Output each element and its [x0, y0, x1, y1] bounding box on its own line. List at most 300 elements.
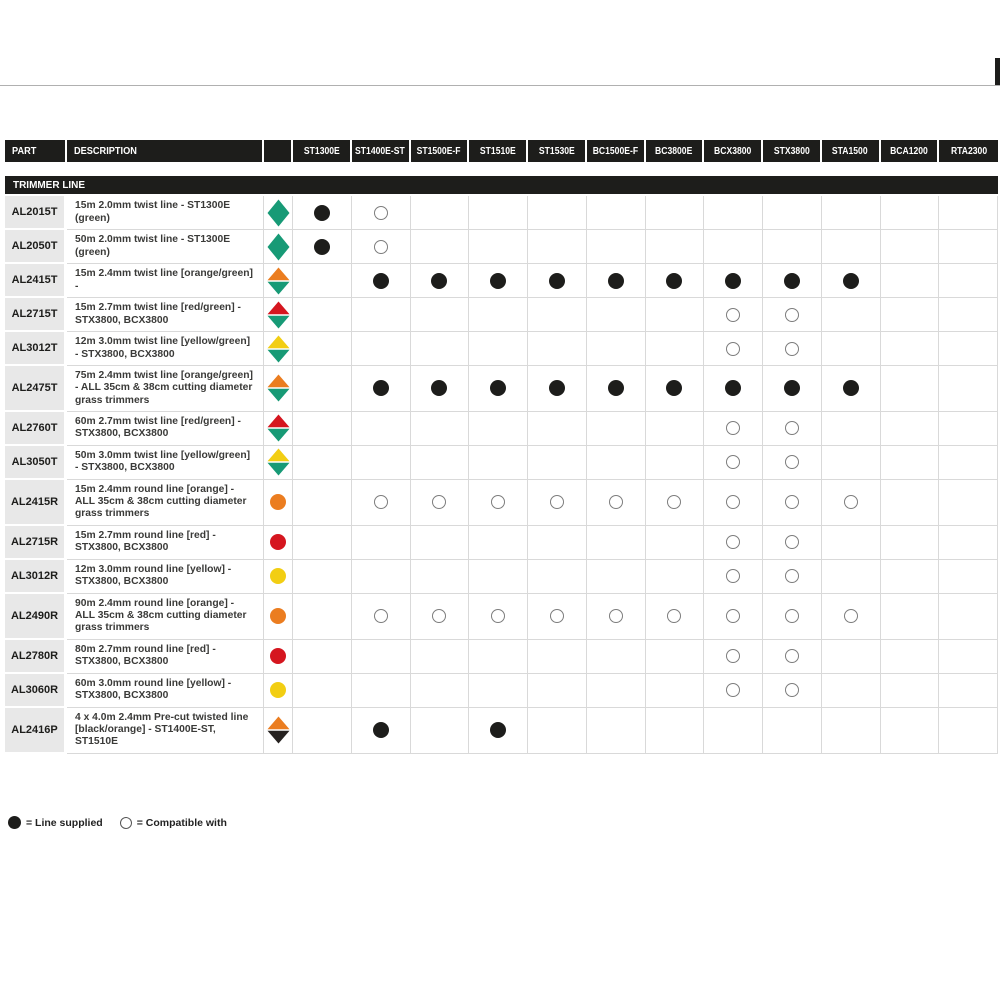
product-column-label: ST1530E [538, 145, 575, 157]
mark-cell [469, 674, 528, 708]
part-cell [5, 526, 64, 558]
compatible-dot-icon [609, 495, 623, 509]
mark-cell [352, 230, 411, 264]
mark-cell [881, 196, 940, 230]
mark-cell [293, 298, 352, 332]
mark-cell [528, 412, 587, 446]
part-cell [5, 264, 64, 296]
compatible-dot-icon [844, 495, 858, 509]
mark-cell [763, 480, 822, 526]
compatible-dot-icon [726, 421, 740, 435]
compatible-dot-icon [374, 240, 388, 254]
mark-cell [881, 526, 940, 560]
mark-cell [411, 196, 470, 230]
mark-cell [822, 446, 881, 480]
table-row [5, 480, 998, 526]
mark-cell [469, 196, 528, 230]
mark-cell [528, 366, 587, 412]
mark-cell [469, 560, 528, 594]
product-column-label: ST1400E-ST [355, 145, 405, 157]
mark-cell [528, 332, 587, 366]
mark-cell [411, 674, 470, 708]
part-number: AL3012T [11, 342, 58, 354]
mark-cell [528, 480, 587, 526]
product-column-label: STX3800 [773, 145, 810, 157]
mark-cell [822, 196, 881, 230]
compatible-dot-icon [785, 421, 799, 435]
mark-cell [822, 594, 881, 640]
mark-cell [587, 332, 646, 366]
mark-cell [704, 298, 763, 332]
table-row [5, 412, 998, 446]
table-row [5, 298, 998, 332]
mark-cell [646, 366, 705, 412]
mark-cell [704, 366, 763, 412]
mark-cell [763, 526, 822, 560]
description-text: 60m 3.0mm round line [yellow] - STX3800, BCX3800 [75, 677, 232, 702]
compatible-dot-icon [785, 308, 799, 322]
mark-cell [293, 594, 352, 640]
mark-cell [881, 594, 940, 640]
part-number: AL2780R [10, 649, 59, 662]
green-diamond-icon [267, 233, 290, 261]
description-text: 50m 2.0mm twist line - ST1300E (green) [75, 234, 231, 258]
line-icon-cell [264, 446, 293, 480]
description-cell [67, 332, 264, 366]
top-divider-line [0, 85, 1000, 86]
mark-cell [469, 366, 528, 412]
mark-cell [646, 196, 705, 230]
mark-cell [763, 708, 822, 754]
mark-cell [646, 298, 705, 332]
line-icon-cell [264, 264, 293, 298]
page-edge-mark [995, 58, 1000, 85]
mark-cell [587, 264, 646, 298]
legend [8, 816, 227, 829]
compatible-dot-icon [667, 609, 681, 623]
mark-cell [822, 412, 881, 446]
mark-cell [293, 196, 352, 230]
product-column-label: ST1500E-F [416, 145, 461, 157]
description-cell [67, 674, 264, 708]
mark-cell [528, 230, 587, 264]
mark-cell [293, 446, 352, 480]
mark-cell [881, 446, 940, 480]
mark-cell [822, 298, 881, 332]
description-cell [67, 640, 264, 674]
mark-cell [704, 640, 763, 674]
mark-cell [469, 480, 528, 526]
yellow-green-diamond-icon [267, 335, 290, 363]
product-column-header [646, 140, 703, 162]
red-circle-icon [270, 534, 286, 550]
mark-cell [411, 366, 470, 412]
mark-cell [411, 640, 470, 674]
compatible-dot-icon [726, 609, 740, 623]
line-supplied-dot-icon [373, 722, 389, 738]
mark-cell [939, 674, 998, 708]
part-cell [5, 594, 64, 638]
table-row [5, 526, 998, 560]
part-number: AL2715T [11, 308, 58, 320]
compatible-dot-icon [550, 495, 564, 509]
compatible-dot-icon [785, 455, 799, 469]
part-number: AL2490R [10, 609, 59, 622]
line-supplied-dot-icon [784, 273, 800, 289]
mark-cell [939, 560, 998, 594]
table-row [5, 264, 998, 298]
line-supplied-dot-icon [431, 273, 447, 289]
line-supplied-dot-icon [373, 273, 389, 289]
product-column-header [587, 140, 644, 162]
line-supplied-dot-icon [725, 273, 741, 289]
legend-compatible-label: = Compatible with [136, 816, 227, 829]
mark-cell [822, 230, 881, 264]
line-icon-cell [264, 366, 293, 412]
description-cell [67, 480, 264, 526]
mark-cell [939, 446, 998, 480]
line-supplied-dot-icon [666, 273, 682, 289]
line-supplied-dot-icon [8, 816, 21, 829]
compatible-dot-icon [726, 495, 740, 509]
mark-cell [469, 526, 528, 560]
compatible-dot-icon [726, 569, 740, 583]
compatible-dot-icon [726, 535, 740, 549]
line-supplied-dot-icon [490, 380, 506, 396]
mark-cell [939, 412, 998, 446]
line-icon-cell [264, 640, 293, 674]
product-column-header [822, 140, 879, 162]
mark-cell [939, 366, 998, 412]
part-cell [5, 412, 64, 444]
compatible-dot-icon [785, 649, 799, 663]
part-cell [5, 298, 64, 330]
part-cell [5, 640, 64, 672]
mark-cell [293, 560, 352, 594]
compatible-dot-icon [785, 609, 799, 623]
line-supplied-dot-icon [843, 273, 859, 289]
mark-cell [704, 412, 763, 446]
line-icon-cell [264, 332, 293, 366]
mark-cell [293, 640, 352, 674]
compatible-dot-icon [726, 308, 740, 322]
line-icon-cell [264, 298, 293, 332]
compatible-dot-icon [374, 206, 388, 220]
legend-supplied-label: = Line supplied [26, 816, 103, 829]
mark-cell [587, 196, 646, 230]
description-text: 90m 2.4mm round line [orange] - ALL 35cm & 38cm cutting diameter grass trimmers [75, 597, 247, 634]
orange-green-diamond-icon [267, 374, 290, 402]
mark-cell [411, 560, 470, 594]
description-text: 75m 2.4mm twist line [orange/green] - ALL 35cm & 38cm cutting diameter grass trimmers [75, 370, 253, 406]
line-supplied-dot-icon [784, 380, 800, 396]
mark-cell [763, 298, 822, 332]
product-column-header [528, 140, 585, 162]
mark-cell [822, 332, 881, 366]
mark-cell [822, 560, 881, 594]
compatible-dot-icon [726, 455, 740, 469]
mark-cell [646, 412, 705, 446]
mark-cell [881, 332, 940, 366]
mark-cell [646, 708, 705, 754]
mark-cell [587, 526, 646, 560]
mark-cell [646, 640, 705, 674]
mark-cell [704, 480, 763, 526]
product-column-header [293, 140, 350, 162]
mark-cell [293, 526, 352, 560]
table-body [5, 196, 998, 754]
mark-cell [881, 366, 940, 412]
mark-cell [411, 594, 470, 640]
description-text: 12m 3.0mm twist line [yellow/green] - STX3800, BCX3800 [75, 336, 251, 360]
mark-cell [939, 298, 998, 332]
description-cell [67, 594, 264, 640]
mark-cell [293, 480, 352, 526]
orange-green-diamond-icon [267, 267, 290, 295]
mark-cell [939, 708, 998, 754]
line-supplied-dot-icon [373, 380, 389, 396]
red-green-diamond-icon [267, 301, 290, 329]
mark-cell [411, 298, 470, 332]
mark-cell [411, 230, 470, 264]
part-cell [5, 446, 64, 478]
mark-cell [352, 446, 411, 480]
mark-cell [822, 264, 881, 298]
part-number: AL2415T [11, 274, 58, 286]
compatible-dot-icon [726, 649, 740, 663]
part-column-header: PART [5, 140, 65, 162]
description-text: 15m 2.7mm round line [red] - STX3800, BCX3800 [75, 529, 216, 554]
mark-cell [411, 446, 470, 480]
mark-cell [528, 560, 587, 594]
part-number: AL2050T [11, 240, 58, 252]
mark-cell [352, 560, 411, 594]
mark-cell [646, 594, 705, 640]
mark-cell [293, 412, 352, 446]
product-column-label: BC1500E-F [592, 145, 638, 157]
mark-cell [587, 298, 646, 332]
red-circle-icon [270, 648, 286, 664]
mark-cell [352, 708, 411, 754]
compatible-dot-icon [844, 609, 858, 623]
table-row [5, 560, 998, 594]
description-cell [67, 708, 264, 754]
mark-cell [352, 332, 411, 366]
mark-cell [352, 640, 411, 674]
mark-cell [704, 594, 763, 640]
mark-cell [528, 594, 587, 640]
mark-cell [411, 264, 470, 298]
part-cell [5, 332, 64, 364]
compatible-dot-icon [785, 342, 799, 356]
product-column-header [411, 140, 468, 162]
mark-cell [352, 526, 411, 560]
compatible-dot-icon [491, 609, 505, 623]
compatible-dot-icon [785, 535, 799, 549]
description-cell [67, 264, 264, 298]
line-supplied-dot-icon [549, 273, 565, 289]
description-cell [67, 526, 264, 560]
mark-cell [763, 230, 822, 264]
line-icon-cell [264, 560, 293, 594]
mark-cell [763, 446, 822, 480]
mark-cell [646, 446, 705, 480]
mark-cell [293, 230, 352, 264]
icon-column-header [264, 140, 291, 162]
mark-cell [704, 526, 763, 560]
part-number: AL2415R [10, 495, 59, 508]
mark-cell [352, 674, 411, 708]
mark-cell [646, 230, 705, 264]
product-column-header [352, 140, 409, 162]
orange-circle-icon [270, 494, 286, 510]
mark-cell [939, 230, 998, 264]
description-text: 4 x 4.0m 2.4mm Pre-cut twisted line [black/orange] - ST1400E-ST, ST1510E [75, 711, 249, 748]
compatible-dot-icon [726, 683, 740, 697]
mark-cell [293, 366, 352, 412]
description-text: 12m 3.0mm round line [yellow] - STX3800, BCX3800 [75, 563, 232, 588]
description-cell [67, 196, 264, 230]
yellow-circle-icon [270, 568, 286, 584]
line-supplied-dot-icon [608, 380, 624, 396]
mark-cell [587, 412, 646, 446]
table-row [5, 594, 998, 640]
compatible-dot-icon [667, 495, 681, 509]
part-number: AL3050T [11, 455, 58, 468]
product-column-header [704, 140, 761, 162]
mark-cell [704, 674, 763, 708]
product-column-header [939, 140, 998, 162]
product-column-label: RTA2300 [950, 145, 987, 157]
mark-cell [411, 332, 470, 366]
part-number: AL2015T [11, 206, 58, 218]
mark-cell [881, 560, 940, 594]
description-cell [67, 230, 264, 264]
mark-cell [646, 480, 705, 526]
mark-cell [469, 298, 528, 332]
mark-cell [763, 594, 822, 640]
description-column-header: DESCRIPTION [67, 140, 262, 162]
mark-cell [293, 708, 352, 754]
description-text: 80m 2.7mm round line [red] - STX3800, BCX3800 [75, 643, 216, 668]
compatible-dot-icon [609, 609, 623, 623]
mark-cell [469, 332, 528, 366]
mark-cell [352, 196, 411, 230]
description-text: 15m 2.0mm twist line - ST1300E (green) [75, 200, 231, 224]
part-cell [5, 480, 64, 524]
table-row [5, 366, 998, 412]
mark-cell [587, 674, 646, 708]
part-cell [5, 230, 64, 262]
mark-cell [822, 366, 881, 412]
mark-cell [469, 264, 528, 298]
product-column-label: BC3800E [655, 145, 693, 157]
mark-cell [528, 264, 587, 298]
compatible-dot-icon [374, 609, 388, 623]
table-row [5, 230, 998, 264]
product-column-label: BCX3800 [713, 145, 752, 157]
part-cell [5, 708, 64, 752]
orange-circle-icon [270, 608, 286, 624]
description-cell [67, 366, 264, 412]
line-supplied-dot-icon [843, 380, 859, 396]
compatible-dot-icon [432, 609, 446, 623]
mark-cell [411, 708, 470, 754]
mark-cell [646, 526, 705, 560]
mark-cell [822, 674, 881, 708]
mark-cell [587, 708, 646, 754]
mark-cell [469, 594, 528, 640]
line-supplied-dot-icon [666, 380, 682, 396]
line-supplied-dot-icon [549, 380, 565, 396]
line-icon-cell [264, 230, 293, 264]
table-row [5, 640, 998, 674]
description-text: 15m 2.4mm twist line [orange/green] - [75, 268, 253, 292]
mark-cell [587, 560, 646, 594]
part-number: AL3060R [10, 683, 59, 696]
product-column-label: ST1300E [303, 145, 340, 157]
line-supplied-dot-icon [725, 380, 741, 396]
green-diamond-icon [267, 199, 290, 227]
mark-cell [704, 230, 763, 264]
compatible-dot-icon [374, 495, 388, 509]
orange-black-diamond-icon [267, 716, 290, 744]
description-cell [67, 446, 264, 480]
mark-cell [704, 708, 763, 754]
part-cell [5, 366, 64, 410]
description-text: 15m 2.7mm twist line [red/green] - STX3800, BCX3800 [75, 302, 241, 326]
mark-cell [352, 480, 411, 526]
section-header-trimmer-line: TRIMMER LINE [5, 176, 998, 194]
product-column-header [763, 140, 820, 162]
mark-cell [881, 708, 940, 754]
mark-cell [939, 264, 998, 298]
product-column-header [881, 140, 938, 162]
part-cell [5, 560, 64, 592]
mark-cell [411, 526, 470, 560]
compatible-dot-icon [432, 495, 446, 509]
mark-cell [763, 332, 822, 366]
line-icon-cell [264, 674, 293, 708]
part-number: AL2475T [11, 381, 58, 394]
mark-cell [528, 640, 587, 674]
mark-cell [704, 196, 763, 230]
mark-cell [587, 594, 646, 640]
mark-cell [528, 446, 587, 480]
mark-cell [293, 264, 352, 298]
table-row [5, 332, 998, 366]
mark-cell [704, 446, 763, 480]
yellow-circle-icon [270, 682, 286, 698]
mark-cell [411, 412, 470, 446]
description-text: 50m 3.0mm twist line [yellow/green] - STX3800, BCX3800 [75, 450, 251, 474]
mark-cell [469, 708, 528, 754]
compatible-dot-icon [120, 817, 132, 829]
mark-cell [939, 332, 998, 366]
mark-cell [352, 412, 411, 446]
line-supplied-dot-icon [314, 205, 330, 221]
mark-cell [293, 332, 352, 366]
mark-cell [939, 196, 998, 230]
yellow-green-diamond-icon [267, 448, 290, 476]
mark-cell [881, 412, 940, 446]
mark-cell [352, 594, 411, 640]
mark-cell [939, 594, 998, 640]
mark-cell [939, 640, 998, 674]
part-number: AL2715R [10, 535, 59, 548]
mark-cell [881, 480, 940, 526]
product-column-label: ST1510E [479, 145, 516, 157]
